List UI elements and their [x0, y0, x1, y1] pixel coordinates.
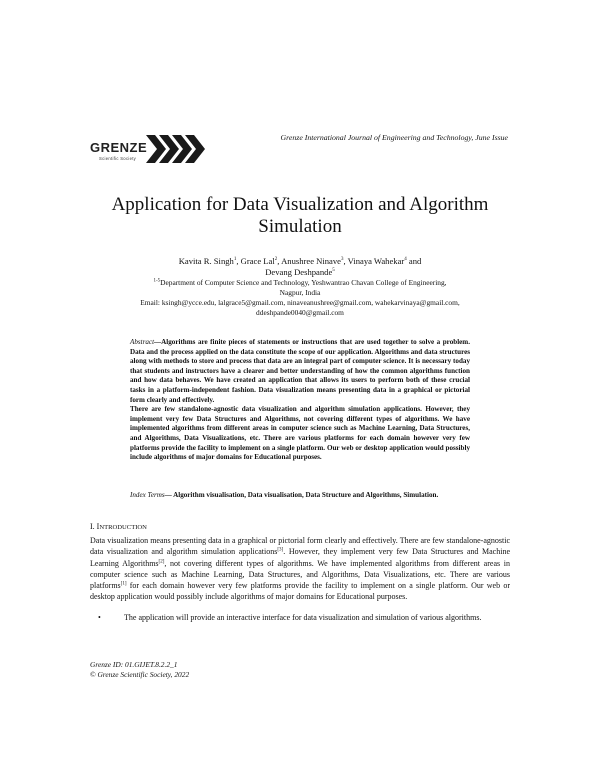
affiliation-email-1: Email: ksingh@ycce.edu, lalgrace5@gmail.com, ninaveanushree@gmail.com, wahekarvinaya@gmail.com, — [140, 298, 460, 307]
abstract — [130, 338, 470, 463]
citation-1: [1] — [120, 581, 127, 587]
author-list — [100, 256, 500, 278]
journal-header: Grenze International Journal of Engineering and Technology, June Issue — [280, 133, 508, 142]
affiliation-email-2: ddeshpande0040@gmail.com — [256, 308, 344, 317]
author-1-sup: 1 — [233, 257, 237, 263]
list-item — [98, 612, 510, 623]
author-4: , Vinaya Wahekar — [343, 256, 405, 266]
author-3: , Anushree Ninave — [277, 256, 341, 266]
author-1: Kavita R. Singh — [178, 256, 234, 266]
intro-sentence-2: . However, they implement very few Data Structures and Machine Learning Algorithms — [90, 547, 510, 568]
logo-subtitle: Scientific Society — [99, 156, 137, 161]
intro-sentence-3: , not covering different types of algorithms. We have implemented algorithms from different areas in computer science such as Machine Learning, Data Structures, and Algorithms, Data Visualizations, etc. There are various platforms — [90, 558, 510, 591]
logo-wordmark: GRENZE — [90, 140, 148, 155]
index-terms — [130, 491, 470, 501]
author-and: and — [406, 256, 422, 266]
bullet-text: The application will provide an interactive interface for data visualization and simulation of various algorithms. — [124, 613, 482, 622]
author-2: , Grace Lal — [236, 256, 275, 266]
title-line-2: Simulation — [258, 216, 342, 237]
affiliation — [100, 278, 500, 318]
intro-sentence-1: Data visualization means presenting data in a graphical or pictorial form clearly and effectively. There are few standalone-agnostic data visualization and algorithm simulation applications — [90, 536, 510, 557]
abstract-paragraph-1: —Algorithms are finite pieces of statements or instructions that are used together to solve a problem. Data and the process applied on the data constitute the scope of our application. Algorithms and data structures along with methods to store and process that data are an integral part of computer science. It is necessary today that students and instructors have a clearer and better understanding of how the common algorithms function and how data behaves. We have created an application that allows its users to perform both of these crucial tasks in a platform-independent fashion. Data visualization means presenting data in a graphical or pictorial form clearly and effectively. — [130, 338, 470, 404]
author-5: Devang Deshpande — [265, 267, 333, 277]
copyright: © Grenze Scientific Society, 2022 — [90, 669, 190, 679]
author-3-sup: 3 — [340, 257, 344, 263]
intro-sentence-4: for each domain however very few platforms provide the facility to implement on a single platform. Our web or desktop application would possibly include algorithms of major domains for Educational purposes. — [90, 581, 510, 602]
section-numeral: I. I — [90, 522, 100, 531]
author-5-sup: 5 — [332, 268, 335, 274]
bullet-icon: • — [98, 613, 101, 622]
grenze-logo — [90, 133, 215, 165]
abstract-paragraph-2: There are few standalone-agnostic data visualization and algorithm simulation applications. However, they implement very few Data Structures and Algorithms, not covering different types of algorithms. We have implemented algorithms from different areas in computer science such as Machine Learning, Data Structures, and Algorithms, Data Visualizations, etc. There are various platforms for each domain however very few platforms provide the facility to implement on a single platform. Our web or desktop application would possibly include algorithms of major domains for Educational purposes. — [130, 405, 470, 462]
section-name: NTRODUCTION — [99, 524, 147, 531]
section-heading — [90, 522, 147, 531]
chevrons-icon — [146, 133, 212, 165]
affiliation-dept: Department of Computer Science and Technology, Yeshwantrao Chavan College of Engineering, — [160, 278, 447, 287]
paper-title — [60, 194, 540, 238]
footer — [90, 660, 189, 679]
title-line-1: Application for Data Visualization and Algorithm — [111, 194, 489, 215]
intro-paragraph — [90, 535, 510, 603]
grenze-id: Grenze ID: 01.GIJET.8.2.2_1 — [90, 660, 178, 669]
author-2-sup: 2 — [274, 257, 278, 263]
citation-3: [3] — [277, 547, 284, 553]
index-terms-label: Index Terms — [130, 491, 165, 499]
affiliation-sup: 1-5 — [153, 278, 161, 284]
author-4-sup: 4 — [404, 257, 407, 263]
affiliation-city: Nagpur, India — [279, 288, 321, 297]
index-terms-text: — Algorithm visualisation, Data visualisation, Data Structure and Algorithms, Simulation. — [164, 491, 439, 499]
citation-2: [2] — [158, 558, 165, 564]
abstract-label: Abstract — [130, 338, 155, 346]
